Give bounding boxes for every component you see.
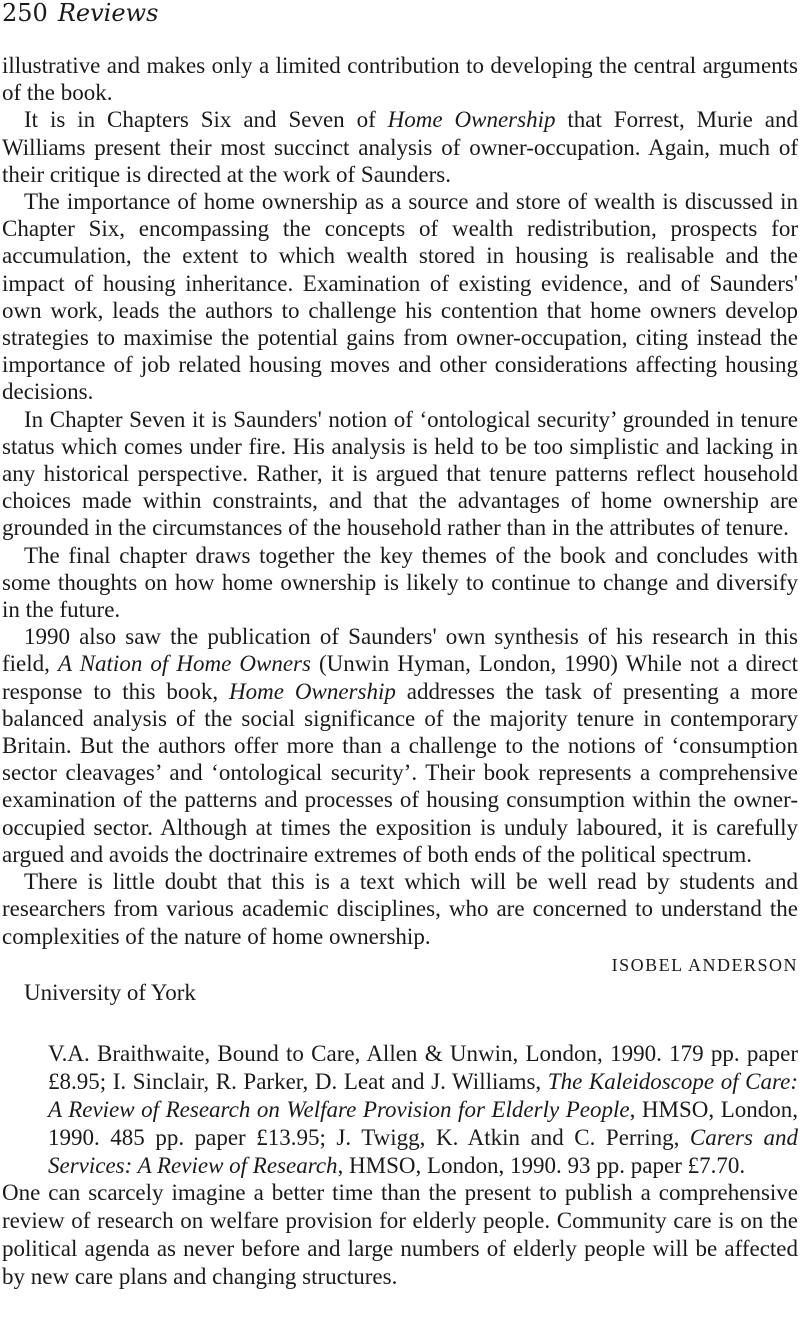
text-run: The importance of home ownership as a source and store of wealth is discussed in Chapter Six, encompassing the concepts of wealth redistribution, prospects for accumulation, the extent to which wealth stored in housing is realisable and the impact of housing inheritance. Examination of existing evidence, and of Saunders' own work, leads the authors to challenge his contention that home owners develop strategies to maximise the potential gains from owner-occupation, citing instead the importance of job related housing moves and other considerations affecting housing decisions. bbox=[2, 189, 798, 405]
next-review-body bbox=[2, 1179, 798, 1291]
page-number: 250 bbox=[2, 0, 48, 27]
paragraph bbox=[2, 52, 798, 106]
review-paragraphs bbox=[2, 52, 798, 950]
italic-title: Carers and Services: A Review of Research bbox=[48, 1125, 798, 1178]
section-title: Reviews bbox=[57, 0, 159, 27]
italic-title: Home Ownership bbox=[387, 107, 556, 133]
paragraph bbox=[2, 542, 798, 624]
running-head bbox=[2, 0, 158, 28]
reviewer-name: ISOBEL ANDERSON bbox=[611, 954, 798, 975]
text-run: , HMSO, London, 1990. 485 pp. paper £13.95; J. Twigg, K. Atkin and C. Perring, bbox=[48, 1097, 798, 1150]
italic-title: The Kaleidoscope of Care: A Review of Research on Welfare Provision for Elderly People bbox=[48, 1069, 798, 1122]
paragraph bbox=[2, 106, 798, 188]
text-run: (Unwin Hyman, London, 1990) While not a direct response to this book, bbox=[2, 651, 798, 704]
paragraph bbox=[2, 188, 798, 406]
text-run: , HMSO, London, 1990. 93 pp. paper £7.70. bbox=[337, 1153, 746, 1178]
review-body bbox=[2, 52, 798, 1007]
next-review-opening-paragraph: One can scarcely imagine a better time than the present to publish a comprehensive review of research on welfare provision for elderly people. Community care is on the political agenda as never before and large numbers of elderly people will be affected by new care plans and changing structures. bbox=[2, 1180, 798, 1289]
text-run: In Chapter Seven it is Saunders' notion of ‘ontological security’ grounded in tenure status which comes under fire. His analysis is held to be too simplistic and lacking in any historical perspective. Rather, it is argued that tenure patterns reflect household choices made within constraints, and that the advantages of home ownership are grounded in the circumstances of the household rather than in the attributes of tenure. bbox=[2, 406, 798, 541]
text-run: addresses the task of presenting a more balanced analysis of the social significance of the majority tenure in contemporary Britain. But the authors offer more than a challenge to the notions of ‘consumption sector cleavages’ and ‘ontological security’. Their book represents a comprehensive examination of the patterns and processes of housing consumption within the owner-occupied sector. Although at times the exposition is unduly laboured, it is carefully argued and avoids the doctrinaire extremes of both ends of the political spectrum. bbox=[2, 678, 798, 867]
paragraph bbox=[2, 868, 798, 950]
text-run: V.A. Braithwaite, Bound to Care, Allen & Unwin, London, 1990. 179 pp. paper £8.95; I. Sinclair, R. Parker, D. Leat and J. Williams, bbox=[48, 1041, 798, 1094]
paragraph bbox=[2, 623, 798, 868]
text-run: that Forrest, Murie and Williams present their most succinct analysis of owner-occupation. Again, much of their critique is directed at the work of Saunders. bbox=[2, 107, 798, 187]
text-run: 1990 also saw the publication of Saunders' own synthesis of his research in this field, bbox=[2, 624, 798, 677]
italic-title: A Nation of Home Owners bbox=[57, 651, 311, 677]
text-run: illustrative and makes only a limited contribution to developing the central arguments of the book. bbox=[2, 53, 798, 106]
text-run: It is in Chapters Six and Seven of bbox=[24, 107, 388, 133]
text-run: There is little doubt that this is a text which will be well read by students and researchers from various academic disciplines, who are concerned to understand the complexities of the nature of home ownership. bbox=[2, 869, 798, 949]
reviewer-affiliation: University of York bbox=[24, 979, 196, 1005]
paragraph bbox=[2, 406, 798, 542]
italic-title: Home Ownership bbox=[229, 678, 396, 704]
text-run: The final chapter draws together the key themes of the book and concludes with some thoughts on how home ownership is likely to continue to change and diversify in the future. bbox=[2, 542, 798, 623]
book-citation bbox=[48, 1040, 798, 1180]
